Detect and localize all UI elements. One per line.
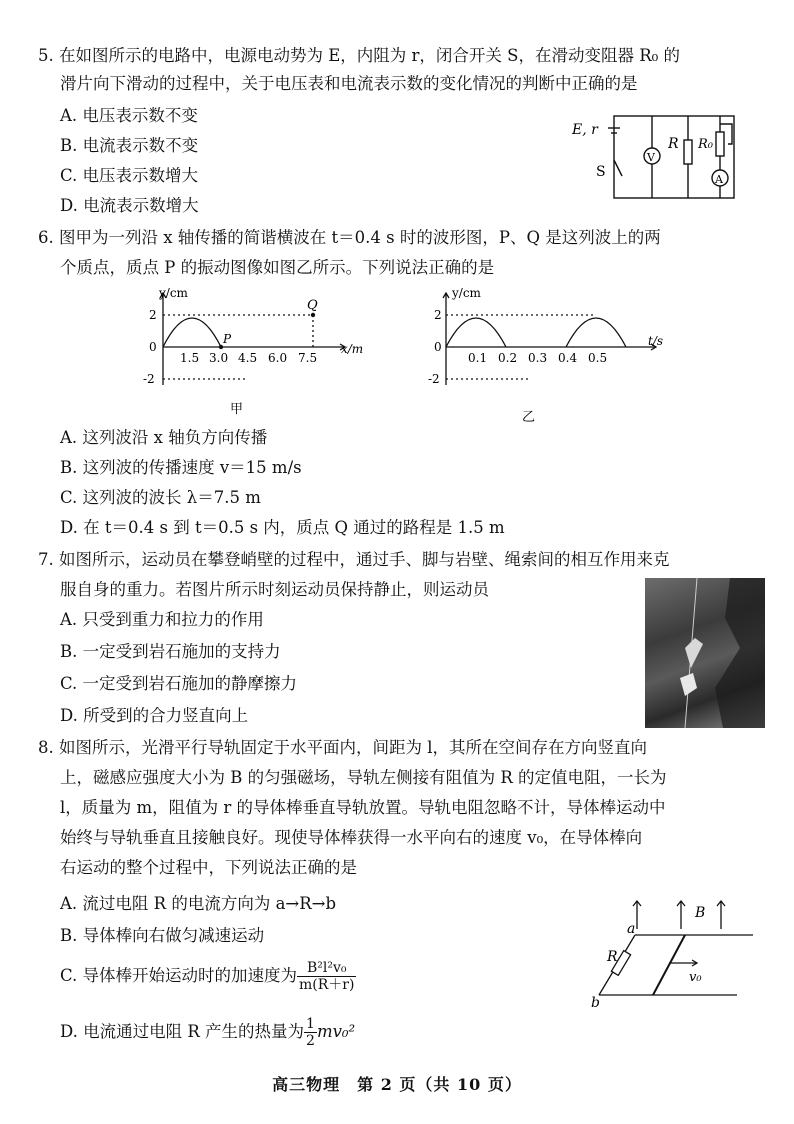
q8-option-d-text: D. 电流通过电阻 R 产生的热量为 <box>60 1022 305 1041</box>
q5-circuit-diagram <box>570 110 750 210</box>
q8-option-d-denominator: 2 <box>306 1033 315 1049</box>
q6-figure-jia <box>135 285 375 425</box>
q8-option-c <box>60 956 356 996</box>
q6a-point-q: Q <box>307 298 318 313</box>
q8-stem-line5: 右运动的整个过程中，下列说法正确的是 <box>60 858 357 877</box>
q5-option-a: A. 电压表示数不变 <box>60 106 198 125</box>
q6b-origin: 0 <box>434 340 442 354</box>
q6b-ypos: 2 <box>434 308 442 322</box>
q8-option-d-post: mv₀² <box>316 1022 356 1041</box>
q6a-ypos: 2 <box>149 308 157 322</box>
q6a-caption: 甲 <box>230 402 244 417</box>
q6a-tick-5: 7.5 <box>298 351 318 365</box>
q5-label-r: R <box>668 136 679 152</box>
q6b-caption: 乙 <box>522 410 536 425</box>
q5-ammeter-label: A <box>715 173 723 186</box>
q6a-xlabel: x/m <box>341 342 364 356</box>
q8-stem-line4: 始终与导轨垂直且接触良好。现使导体棒获得一水平向右的速度 v₀，在导体棒向 <box>60 828 643 847</box>
q6b-yneg: -2 <box>428 372 440 386</box>
q6b-tick-3: 0.3 <box>528 351 548 365</box>
q5-stem-line2: 滑片向下滑动的过程中，关于电压表和电流表示数的变化情况的判断中正确的是 <box>60 74 638 93</box>
page-footer: 高三物理 第 2 页（共 10 页） <box>272 1075 522 1094</box>
q6a-tick-2: 3.0 <box>209 351 229 365</box>
q8-label-r: R <box>607 949 618 965</box>
q7-stem-line1: 7. 如图所示，运动员在攀登峭壁的过程中，通过手、脚与岩壁、绳索间的相互作用来克 <box>38 550 670 569</box>
q8-stem-line1: 8. 如图所示，光滑平行导轨固定于水平面内，间距为 l，其所在空间存在方向竖直向 <box>38 738 648 757</box>
q5-label-s: S <box>596 164 606 180</box>
q7-climber-photo <box>645 578 765 728</box>
q7-option-d: D. 所受到的合力竖直向上 <box>60 706 249 725</box>
q6-option-a: A. 这列波沿 x 轴负方向传播 <box>60 428 268 447</box>
q8-option-c-denominator: m(R＋r) <box>299 977 355 993</box>
q8-option-d <box>60 1012 355 1052</box>
q6a-point-p: P <box>223 332 232 346</box>
q6a-ylabel: y/cm <box>159 286 188 300</box>
q5-stem-line1: 5. 在如图所示的电路中，电源电动势为 E，内阻为 r，闭合开关 S，在滑动变阻器 R₀ 的 <box>38 46 680 65</box>
q6b-tick-1: 0.1 <box>468 351 488 365</box>
q6b-ylabel: y/cm <box>452 286 481 300</box>
q8-option-a: A. 流过电阻 R 的电流方向为 a→R→b <box>60 894 337 913</box>
q8-option-c-fraction <box>297 960 356 993</box>
q6-figure-yi <box>430 285 680 435</box>
q8-stem-line2: 上，磁感应强度大小为 B 的匀强磁场，导轨左侧接有阻值为 R 的定值电阻，一长为 <box>60 768 667 787</box>
q5-option-c: C. 电压表示数增大 <box>60 166 199 185</box>
q6-stem-line2: 个质点，质点 P 的振动图像如图乙所示。下列说法正确的是 <box>60 258 495 277</box>
q8-option-d-numerator: 1 <box>306 1016 315 1032</box>
q5-option-b: B. 电流表示数不变 <box>60 136 199 155</box>
q7-stem-line2: 服自身的重力。若图片所示时刻运动员保持静止，则运动员 <box>60 580 489 599</box>
q6a-tick-3: 4.5 <box>238 351 258 365</box>
q7-option-b: B. 一定受到岩石施加的支持力 <box>60 642 281 661</box>
q7-option-c: C. 一定受到岩石施加的静摩擦力 <box>60 674 298 693</box>
q6b-xlabel: t/s <box>648 334 664 348</box>
q6b-tick-4: 0.4 <box>558 351 578 365</box>
q6-option-b: B. 这列波的传播速度 v＝15 m/s <box>60 458 302 477</box>
q8-label-b: b <box>591 995 600 1011</box>
q6b-tick-2: 0.2 <box>498 351 518 365</box>
q8-label-a: a <box>627 921 636 937</box>
q5-voltmeter-label: V <box>647 151 655 164</box>
q6b-tick-5: 0.5 <box>588 351 608 365</box>
q6-option-d: D. 在 t＝0.4 s 到 t＝0.5 s 内，质点 Q 通过的路程是 1.5 m <box>60 518 505 537</box>
q8-label-field-b: B <box>695 905 706 921</box>
q6-stem-line1: 6. 图甲为一列沿 x 轴传播的简谐横波在 t＝0.4 s 时的波形图，P、Q 是这列波上的两 <box>38 228 661 247</box>
q7-option-a: A. 只受到重力和拉力的作用 <box>60 610 264 629</box>
q6a-origin: 0 <box>149 340 157 354</box>
q8-option-d-fraction <box>304 1016 317 1049</box>
q8-rail-diagram <box>585 895 785 1015</box>
q6-option-c: C. 这列波的波长 λ＝7.5 m <box>60 488 261 507</box>
q6a-tick-4: 6.0 <box>268 351 288 365</box>
q5-label-r0: R₀ <box>698 137 713 152</box>
q5-option-d: D. 电流表示数增大 <box>60 196 199 215</box>
q5-label-er: E, r <box>572 122 598 138</box>
q8-option-c-text: C. 导体棒开始运动时的加速度为 <box>60 966 298 985</box>
q8-label-v0: v₀ <box>689 970 702 985</box>
q8-option-c-numerator: B²l²v₀ <box>297 960 356 977</box>
q6a-tick-1: 1.5 <box>180 351 200 365</box>
q6a-yneg: -2 <box>143 372 155 386</box>
q8-option-b: B. 导体棒向右做匀减速运动 <box>60 926 265 945</box>
q8-stem-line3: l，质量为 m，阻值为 r 的导体棒垂直导轨放置。导轨电阻忽略不计，导体棒运动中 <box>60 798 666 817</box>
